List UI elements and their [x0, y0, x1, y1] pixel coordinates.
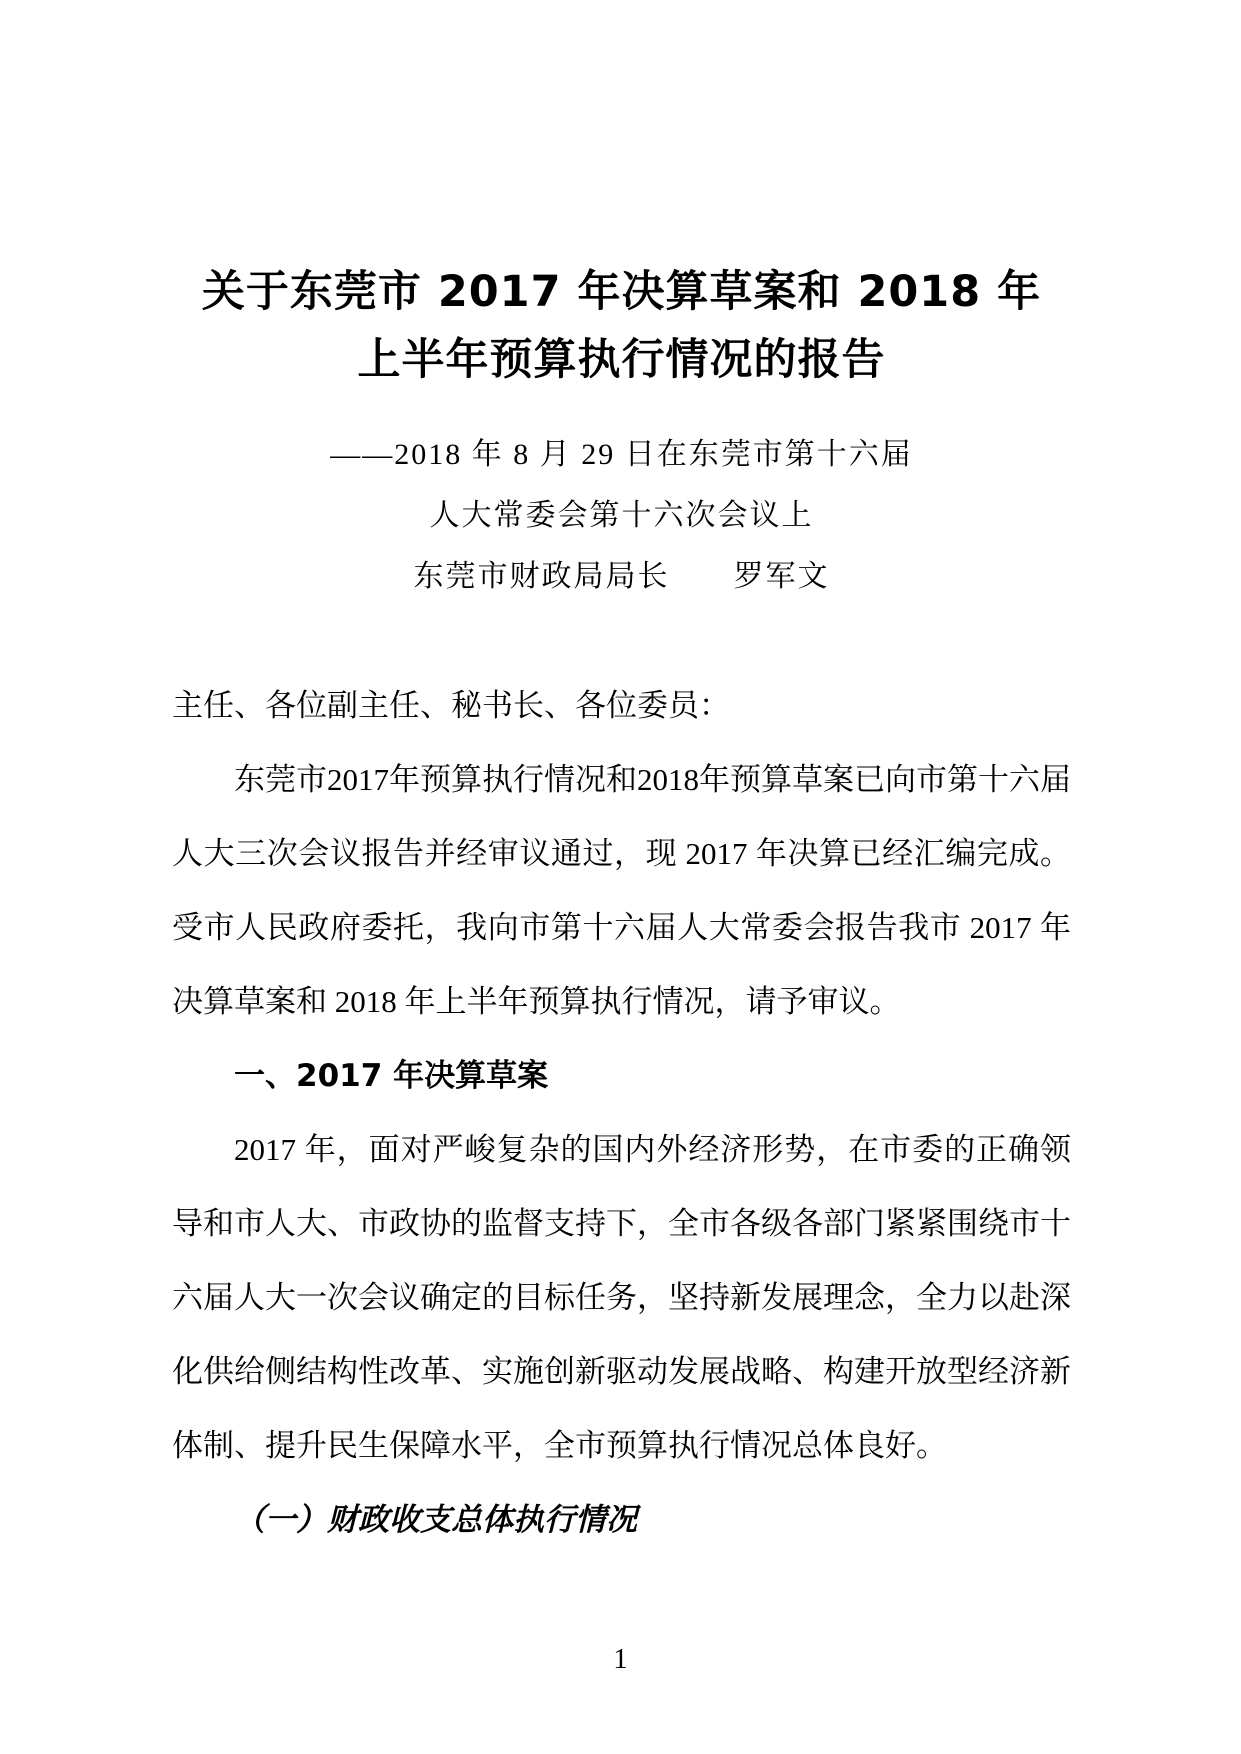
document-body [172, 669, 1071, 1557]
page-number: 1 [613, 1643, 628, 1675]
subsection-heading-1: （一）财政收支总体执行情况 [234, 1502, 637, 1537]
subtitle-block [172, 424, 1071, 607]
paragraph-overview: 2017 年，面对严峻复杂的国内外经济形势，在市委的正确领导和市人大、市政协的监督支持下，全市各级各部门紧紧围绕市十六届人大一次会议确定的目标任务，坚持新发展理念，全力以赴深化供给侧结构性改革、实施创新驱动发展战略、构建开放型经济新体制、提升民生保障水平，全市预算执行情况总体良好。 [172, 1132, 1071, 1463]
subtitle-line-meeting: 人大常委会第十六次会议上 [429, 499, 814, 532]
document-title [172, 258, 1071, 394]
paragraph-intro: 东莞市2017年预算执行情况和2018年预算草案已向市第十六届人大三次会议报告并经审议通过，现 2017 年决算已经汇编完成。受市人民政府委托，我向市第十六届人大常委会报告我市 2017 年决算草案和 2018 年上半年预算执行情况，请予审议。 [172, 762, 1071, 1019]
section-heading-1: 一、2017 年决算草案 [234, 1058, 549, 1094]
subtitle-line-speaker: 东莞市财政局局长 罗军文 [413, 560, 830, 593]
title-line-1: 关于东莞市 2017 年决算草案和 2018 年 [201, 267, 1042, 317]
subtitle-line-date-venue: ——2018 年 8 月 29 日在东莞市第十六届 [330, 438, 913, 471]
title-line-2: 上半年预算执行情况的报告 [357, 335, 886, 385]
salutation: 主任、各位副主任、秘书长、各位委员： [172, 688, 730, 723]
